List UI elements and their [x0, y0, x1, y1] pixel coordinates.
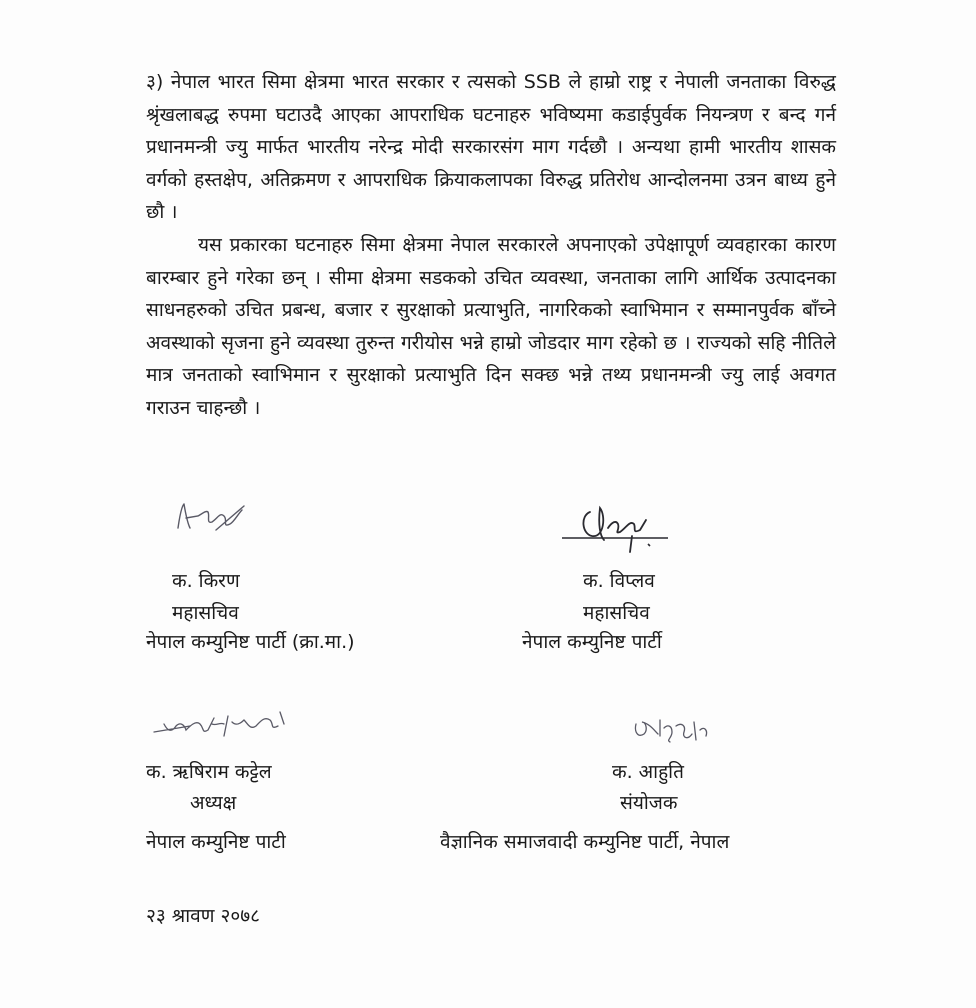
signatory-name: क. ऋषिराम कट्टेल	[146, 761, 272, 783]
signatory-name: क. किरण	[172, 570, 240, 592]
signatory-party: वैज्ञानिक समाजवादी कम्युनिष्ट पार्टी, नेपाल	[440, 831, 730, 853]
signature-aahuti	[630, 712, 720, 750]
signatory-name: क. विप्लव	[583, 570, 655, 592]
signatory-title: संयोजक	[620, 792, 678, 814]
signatory-rishiram-kattel	[146, 756, 272, 788]
signatory-party: नेपाल कम्युनिष्ट पार्टी	[522, 631, 662, 653]
signatory-party: नेपाल कम्युनिष्ट पार्टी (क्रा.मा.)	[146, 631, 355, 653]
paragraph-demand: ३) नेपाल भारत सिमा क्षेत्रमा भारत सरकार र त्यसको SSB ले हाम्रो राष्ट्र र नेपाली जनताका विरुद्ध श्रृंखलाबद्ध रुपमा घटाउदै आएका आपराधिक घटनाहरु भविष्यमा कडाईपुर्वक नियन्त्रण र बन्द गर्न प्रधानमन्त्री ज्यु मार्फत भारतीय नरेन्द्र मोदी सरकारसंग माग गर्दछौ । अन्यथा हामी भारतीय शासक वर्गको हस्तक्षेप, अतिक्रमण र आपराधिक क्रियाकलापका विरुद्ध प्रतिरोध आन्दोलनमा उत्रन बाध्य हुने छौ ।	[146, 71, 836, 223]
signatory-biplav	[583, 565, 655, 629]
signatory-kiran	[172, 565, 240, 629]
signature-biplav	[560, 494, 680, 558]
signatory-aahuti	[612, 756, 684, 788]
signature-rishiram-kattel	[150, 702, 300, 750]
paragraph-request: यस प्रकारका घटनाहरु सिमा क्षेत्रमा नेपाल सरकारले अपनाएको उपेक्षापूर्ण व्यवहारका कारण बारम्बार हुने गरेका छन् । सीमा क्षेत्रमा सडकको उचित व्यवस्था, जनताका लागि आर्थिक उत्पादनका साधनहरुको उचित प्रबन्ध, बजार र सुरक्षाको प्रत्याभुति, नागरिकको स्वाभिमान र सम्मानपुर्वक बाँच्ने अवस्थाको सृजना हुने व्यवस्था तुरुन्त गरीयोस भन्ने हाम्रो जोडदार माग रहेको छ । राज्यको सहि नीतिले मात्र जनताको स्वाभिमान र सुरक्षाको प्रत्याभुति दिन सक्छ भन्ने तथ्य प्रधानमन्त्री ज्यु लाई अवगत गराउन चाहन्छौ ।	[146, 234, 836, 419]
signatory-title: महासचिव	[172, 602, 239, 624]
signatory-name: क. आहुति	[612, 761, 684, 783]
signatory-title: अध्यक्ष	[190, 792, 237, 814]
signature-kiran	[172, 494, 252, 544]
document-date: २३ श्रावण २०७८	[146, 905, 261, 927]
signatory-party: नेपाल कम्युनिष्ट पाटी	[146, 831, 286, 853]
signatory-title: महासचिव	[583, 602, 650, 624]
